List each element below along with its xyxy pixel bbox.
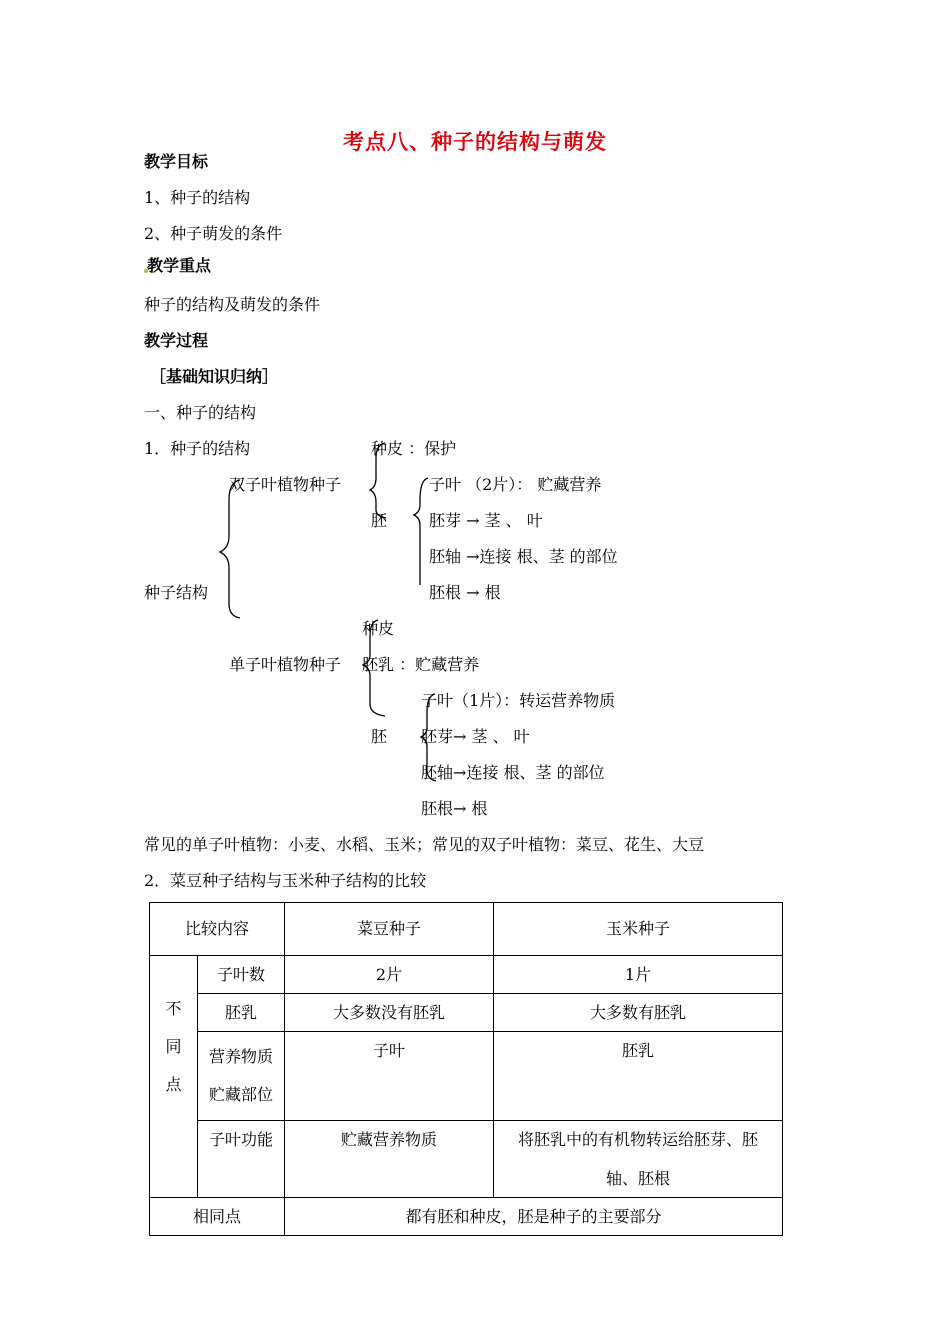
monocot-hypocotyl: 胚轴→连接 根、茎 的部位 xyxy=(421,763,605,782)
dicot-cotyledon: 子叶 （2片）： 贮藏营养 xyxy=(429,475,602,494)
teaching-goals-heading: 教学目标 xyxy=(144,152,209,171)
corn-cell-line: 将胚乳中的有机物转运给胚芽、胚 xyxy=(518,1130,759,1149)
goal-item: 2、种子萌发的条件 xyxy=(144,224,283,243)
table-header-cell: 比较内容 xyxy=(150,903,285,956)
monocot-cotyledon: 子叶（1片）：转运营养物质 xyxy=(421,691,616,710)
row-label-cell: 胚乳 xyxy=(198,994,285,1032)
common-plants-text: 常见的单子叶植物：小麦、水稻、玉米；常见的双子叶植物：菜豆、花生、大豆 xyxy=(144,835,705,854)
structure-root-label: 种子结构 xyxy=(144,583,209,602)
monocot-endosperm: 胚乳 ：贮藏营养 xyxy=(362,655,480,674)
dicot-embryo-brace xyxy=(414,478,428,585)
dicot-seed-coat: 种皮 ：保护 xyxy=(371,439,457,458)
monocot-embryo: 胚 xyxy=(371,727,388,746)
table-row xyxy=(150,1198,783,1236)
same-text-cell: 都有胚和种皮，胚是种子的主要部分 xyxy=(285,1198,783,1236)
row-label-cell: 子叶数 xyxy=(198,956,285,994)
teaching-focus-text: 种子的结构及萌发的条件 xyxy=(144,295,321,314)
dicot-label: 双子叶植物种子 xyxy=(229,475,342,494)
section-heading: 一、种子的结构 xyxy=(144,403,257,422)
row-label-line: 贮藏部位 xyxy=(209,1085,274,1104)
corn-cell-line: 轴、胚根 xyxy=(606,1169,671,1188)
diff-label-char: 同 xyxy=(165,1036,182,1056)
row-label-cell xyxy=(198,1032,285,1121)
table-row xyxy=(150,903,783,956)
table-row xyxy=(150,1121,783,1198)
table-row xyxy=(150,994,783,1032)
item-heading: 2．菜豆种子结构与玉米种子结构的比较 xyxy=(144,871,427,890)
bean-cell: 贮藏营养物质 xyxy=(285,1121,494,1198)
dicot-embryo: 胚 xyxy=(371,511,388,530)
corn-cell: 1片 xyxy=(494,956,783,994)
corn-cell: 胚乳 xyxy=(494,1032,783,1121)
teaching-focus-heading: 教学重点 xyxy=(147,256,212,275)
root-brace xyxy=(220,480,240,618)
dicot-hypocotyl: 胚轴 →连接 根、茎 的部位 xyxy=(429,547,618,566)
same-label-cell: 相同点 xyxy=(150,1198,285,1236)
diff-label-cell xyxy=(150,956,198,1198)
row-label-line: 营养物质 xyxy=(209,1047,274,1066)
teaching-process-heading: 教学过程 xyxy=(144,331,209,350)
diff-label-char: 不 xyxy=(165,998,182,1018)
dicot-radicle: 胚根 → 根 xyxy=(429,583,501,602)
table-row xyxy=(150,1032,783,1121)
bean-cell: 子叶 xyxy=(285,1032,494,1121)
comparison-table xyxy=(149,902,783,1236)
corn-cell: 大多数有胚乳 xyxy=(494,994,783,1032)
diff-label-char: 点 xyxy=(165,1074,182,1094)
bean-cell: 2片 xyxy=(285,956,494,994)
goal-item: 1、种子的结构 xyxy=(144,188,251,207)
basic-knowledge-subheading: ［基础知识归纳］ xyxy=(150,367,279,386)
corn-cell xyxy=(494,1121,783,1198)
bean-cell: 大多数没有胚乳 xyxy=(285,994,494,1032)
table-header-cell: 玉米种子 xyxy=(494,903,783,956)
row-label-cell: 子叶功能 xyxy=(198,1121,285,1198)
dicot-plumule: 胚芽 → 茎 、 叶 xyxy=(429,511,543,530)
table-row xyxy=(150,956,783,994)
item-heading: 1．种子的结构 xyxy=(144,439,251,458)
monocot-label: 单子叶植物种子 xyxy=(229,655,342,674)
monocot-seed-coat: 种皮 xyxy=(362,619,395,638)
monocot-radicle: 胚根→ 根 xyxy=(421,799,488,818)
monocot-plumule: 胚芽→ 茎 、 叶 xyxy=(421,727,530,746)
table-header-cell: 菜豆种子 xyxy=(285,903,494,956)
page-title: 考点八、种子的结构与萌发 xyxy=(343,130,607,154)
